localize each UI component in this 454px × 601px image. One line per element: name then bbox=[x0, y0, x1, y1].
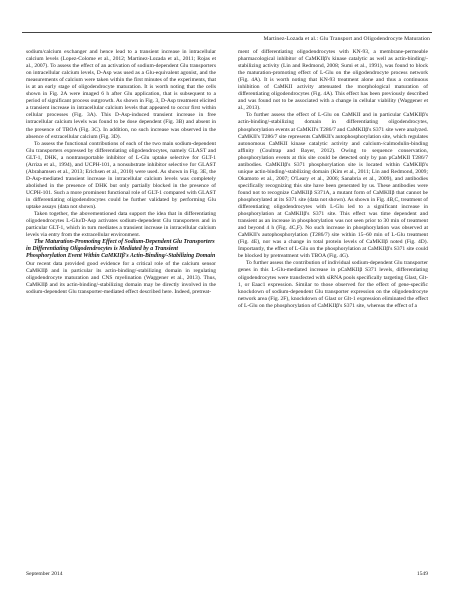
left-paragraph-3: Taken together, the abovementioned data support the idea that in differentiating oligodendrocytes L-Glu/D-Asp activates sodium-dependent Glu transporters and in particular GLT-1, which in turn mediates a transient increase in intracellular calcium levels via entry from the extracellular environment. bbox=[26, 211, 216, 239]
section-heading: The Maturation-Promoting Effect of Sodium-Dependent Glu Transporters in Differentiating Oligodendrocytes is Mediated by a Transient Phosphorylation Event Within CaMKIIβ's Actin-Binding/-Stabilizing Domain bbox=[26, 239, 216, 260]
left-paragraph-4: Our recent data provided good evidence for a critical role of the calcium sensor CaMKIIβ and in particular its actin-binding/-stabilizing domain in regulating oligodendrocyte maturation and CNS myelination (Waggener et al., 2013). Thus, CaMKIIβ and its actin-binding/-stabilizing domain may be directly involved in the sodium-dependent Glu transporter-mediated effect described here. Indeed, pretreat- bbox=[26, 260, 216, 295]
running-head: Martinez-Lozada et al.: Glu Transport and Oligodendrocyte Maturation bbox=[263, 36, 430, 42]
right-paragraph-2: To further assess the effect of L-Glu on CaMKII and in particular CaMKIIβ's actin-binding/-stabilizing domain in differentiating oligodendrocytes, phosphorylation events at CaMKII's T286/7 and CaMKIIβ's S371 site were analyzed. CaMKII's T286/7 site represents CaMKII's autophosphorylation site, which regulates autonomous CaMKII kinase catalytic activity and calcium-/calmodulin-binding affinity (Coultrap and Bayer, 2012). Owing to sequence conservation, phosphorylation events at this site could be detected only by pan pCaMKII T286/7 antibodies. CaMKIIβ's S371 phosphorylation site is located within CaMKIIβ's unique actin-binding/-stabilizing domain (Kim et al., 2011; Lin and Redmond, 2009; Okamoto et al., 2007; O'Leary et al., 2006; Sanabria et al., 2009), and antibodies specifically recognizing this site have been generated by us. These antibodies were found not to recognize CaMKIIβ S371A, a mutant form of CaMKIIβ that cannot be phosphorylated at its S371 site (data not shown). As shown in Fig. 4B,C, treatment of differentiating oligodendrocytes with L-Glu led to a significant increase in phosphorylation at CaMKIIβ's S371 site. This effect was time dependent and transient as an increase in phosphorylation was not seen prior to 30 min of treatment and beyond 4 h (Fig. 4C,F). No such increase in phosphorylation was observed at CaMKII's autophosphorylation (T286/7) site within 15–60 min of L-Glu treatment (Fig. 4E), nor was a change in total protein levels of CaMKIIβ noted (Fig. 4D). Importantly, the effect of L-Glu on the phosphorylation at CaMKIIβ's S371 site could be blocked by pretreatment with TBOA (Fig. 4G). bbox=[238, 112, 428, 260]
left-column bbox=[26, 49, 216, 296]
right-column bbox=[238, 49, 428, 310]
issue-date: September 2014 bbox=[26, 571, 63, 577]
header-rule bbox=[22, 32, 432, 33]
left-paragraph-2: To assess the functional contributions of each of the two main sodium-dependent Glu transporters expressed by differentiating oligodendrocytes, namely GLAST and GLT-1, DHK, a nontransportable inhibitor of L-Glu uptake selective for GLT-1 (Arriza et al., 1994), and UCPH-101, a nonsubstrate inhibitor selective for GLAST (Abrahamsen et al., 2013; Erichsen et al., 2010) were used. As shown in Fig. 3E, the D-Asp-mediated transient increase in intracellular calcium levels was completely abolished in the presence of DHK but only partially blocked in the presence of UCPH-101. Such a more prominent functional role of GLT-1 compared with GLAST in differentiating oligodendrocytes could be further validated by performing Glu uptake assays (data not shown). bbox=[26, 140, 216, 211]
right-paragraph-3: To further assess the contribution of individual sodium-dependent Glu transporter genes in this L-Glu-mediated increase in pCaMKIIβ S371 levels, differentiating oligodendrocytes were transfected with siRNA pools specifically targeting Glast, Glt-1, or Eaac1 expression. Similar to those observed for the effect of gene-specific knockdown of sodium-dependent Glu transporter expression on the oligodendrocyte network area (Fig. 2F), knockdown of Glast or Glt-1 expression eliminated the effect of L-Glu on the phosphorylation of CaMKIIβ's S371 site, whereas the effect of a bbox=[238, 260, 428, 309]
page-number: 1549 bbox=[416, 571, 428, 577]
right-paragraph-1: ment of differentiating oligodendrocytes with KN-93, a membrane-permeable pharmacological inhibitor of CaMKIIβ's kinase catalytic as well as actin-binding/-stabilizing activity (Lin and Redmond, 2008; Sumi et al., 1991), was found to block the maturation-promoting effect of L-Glu on the oligodendrocyte process network (Fig. 4A). It is worth noting that KN-93 treatment alone and thus a continuous inhibition of CaMKII activity attenuated the morphological maturation of differentiating oligodendrocytes (Fig. 4A). This effect has been previously described and was found not to be associated with a change in cellular viability (Waggener et al., 2013). bbox=[238, 49, 428, 112]
left-paragraph-1: sodium/calcium exchanger and hence lead to a transient increase in intracellular calcium levels (Lopez-Colome et al., 2012; Martinez-Lozada et al., 2011; Rojas et al., 2007). To assess the effect of an activation of sodium-dependent Glu transporters on intracellular calcium levels, D-Asp was used as a Glu-equivalent agonist, and the measurements of calcium were taken within the first minutes of the experiments, that is at an early stage of oligodendrocyte maturation. It is worth noting that the cells shown in Fig. 2A were imaged 6 h after Glu application, that is subsequent to a period of significant process outgrowth. As shown in Fig. 3, D-Asp treatment elicited a transient increase in intracellular calcium levels that appeared to occur first within cellular processes (Fig. 3A). This D-Asp-induced transient increase in free intracellular calcium levels was found to be dose dependent (Fig. 3B) and absent in the presence of TBOA (Fig. 3C). In addition, no such increase was observed in the absence of extracellular calcium (Fig. 3D). bbox=[26, 49, 216, 140]
